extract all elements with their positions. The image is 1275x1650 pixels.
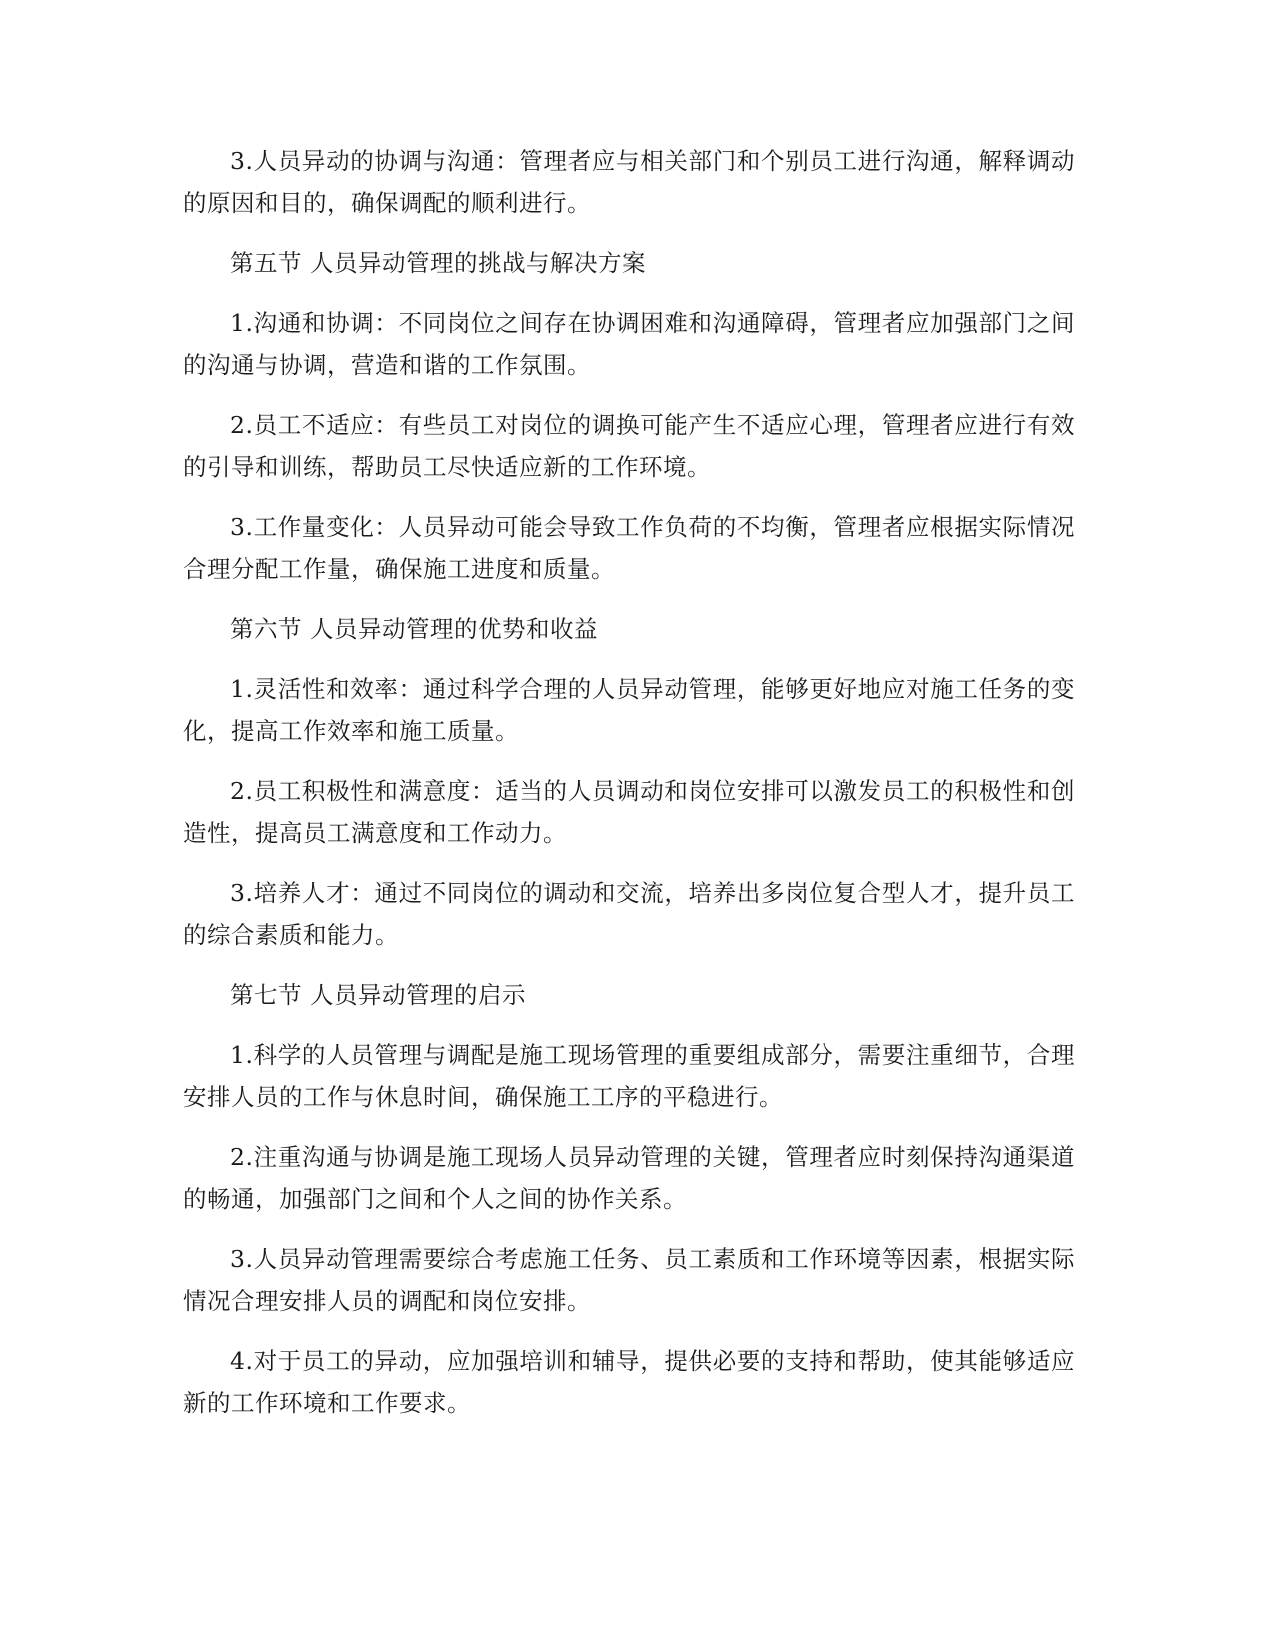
paragraph-workload-change: 3.工作量变化：人员异动可能会导致工作负荷的不均衡，管理者应根据实际情况合理分配工作量，确保施工进度和质量。 <box>183 513 1075 583</box>
section-heading-7: 第七节 人员异动管理的启示 <box>230 981 526 1009</box>
paragraph-insight-1: 1.科学的人员管理与调配是施工现场管理的重要组成部分，需要注重细节，合理安排人员的工作与休息时间，确保施工工序的平稳进行。 <box>183 1041 1075 1111</box>
paragraph-motivation: 2.员工积极性和满意度：适当的人员调动和岗位安排可以激发员工的积极性和创造性，提高员工满意度和工作动力。 <box>183 777 1075 847</box>
paragraph-employee-adaptation: 2.员工不适应：有些员工对岗位的调换可能产生不适应心理，管理者应进行有效的引导和训练，帮助员工尽快适应新的工作环境。 <box>183 411 1075 481</box>
paragraph-insight-2: 2.注重沟通与协调是施工现场人员异动管理的关键，管理者应时刻保持沟通渠道的畅通，加强部门之间和个人之间的协作关系。 <box>183 1143 1075 1213</box>
paragraph-communication: 1.沟通和协调：不同岗位之间存在协调困难和沟通障碍，管理者应加强部门之间的沟通与协调，营造和谐的工作氛围。 <box>183 309 1075 379</box>
paragraph-coordination-communication: 3.人员异动的协调与沟通：管理者应与相关部门和个别员工进行沟通，解释调动的原因和目的，确保调配的顺利进行。 <box>183 147 1075 217</box>
section-heading-5: 第五节 人员异动管理的挑战与解决方案 <box>230 249 646 277</box>
section-heading-6: 第六节 人员异动管理的优势和收益 <box>230 615 598 643</box>
paragraph-talent: 3.培养人才：通过不同岗位的调动和交流，培养出多岗位复合型人才，提升员工的综合素质和能力。 <box>183 879 1075 949</box>
paragraph-insight-3: 3.人员异动管理需要综合考虑施工任务、员工素质和工作环境等因素，根据实际情况合理安排人员的调配和岗位安排。 <box>183 1245 1075 1315</box>
paragraph-insight-4: 4.对于员工的异动，应加强培训和辅导，提供必要的支持和帮助，使其能够适应新的工作环境和工作要求。 <box>183 1347 1075 1417</box>
document-page <box>183 140 1075 1442</box>
paragraph-flexibility: 1.灵活性和效率：通过科学合理的人员异动管理，能够更好地应对施工任务的变化，提高工作效率和施工质量。 <box>183 675 1075 745</box>
